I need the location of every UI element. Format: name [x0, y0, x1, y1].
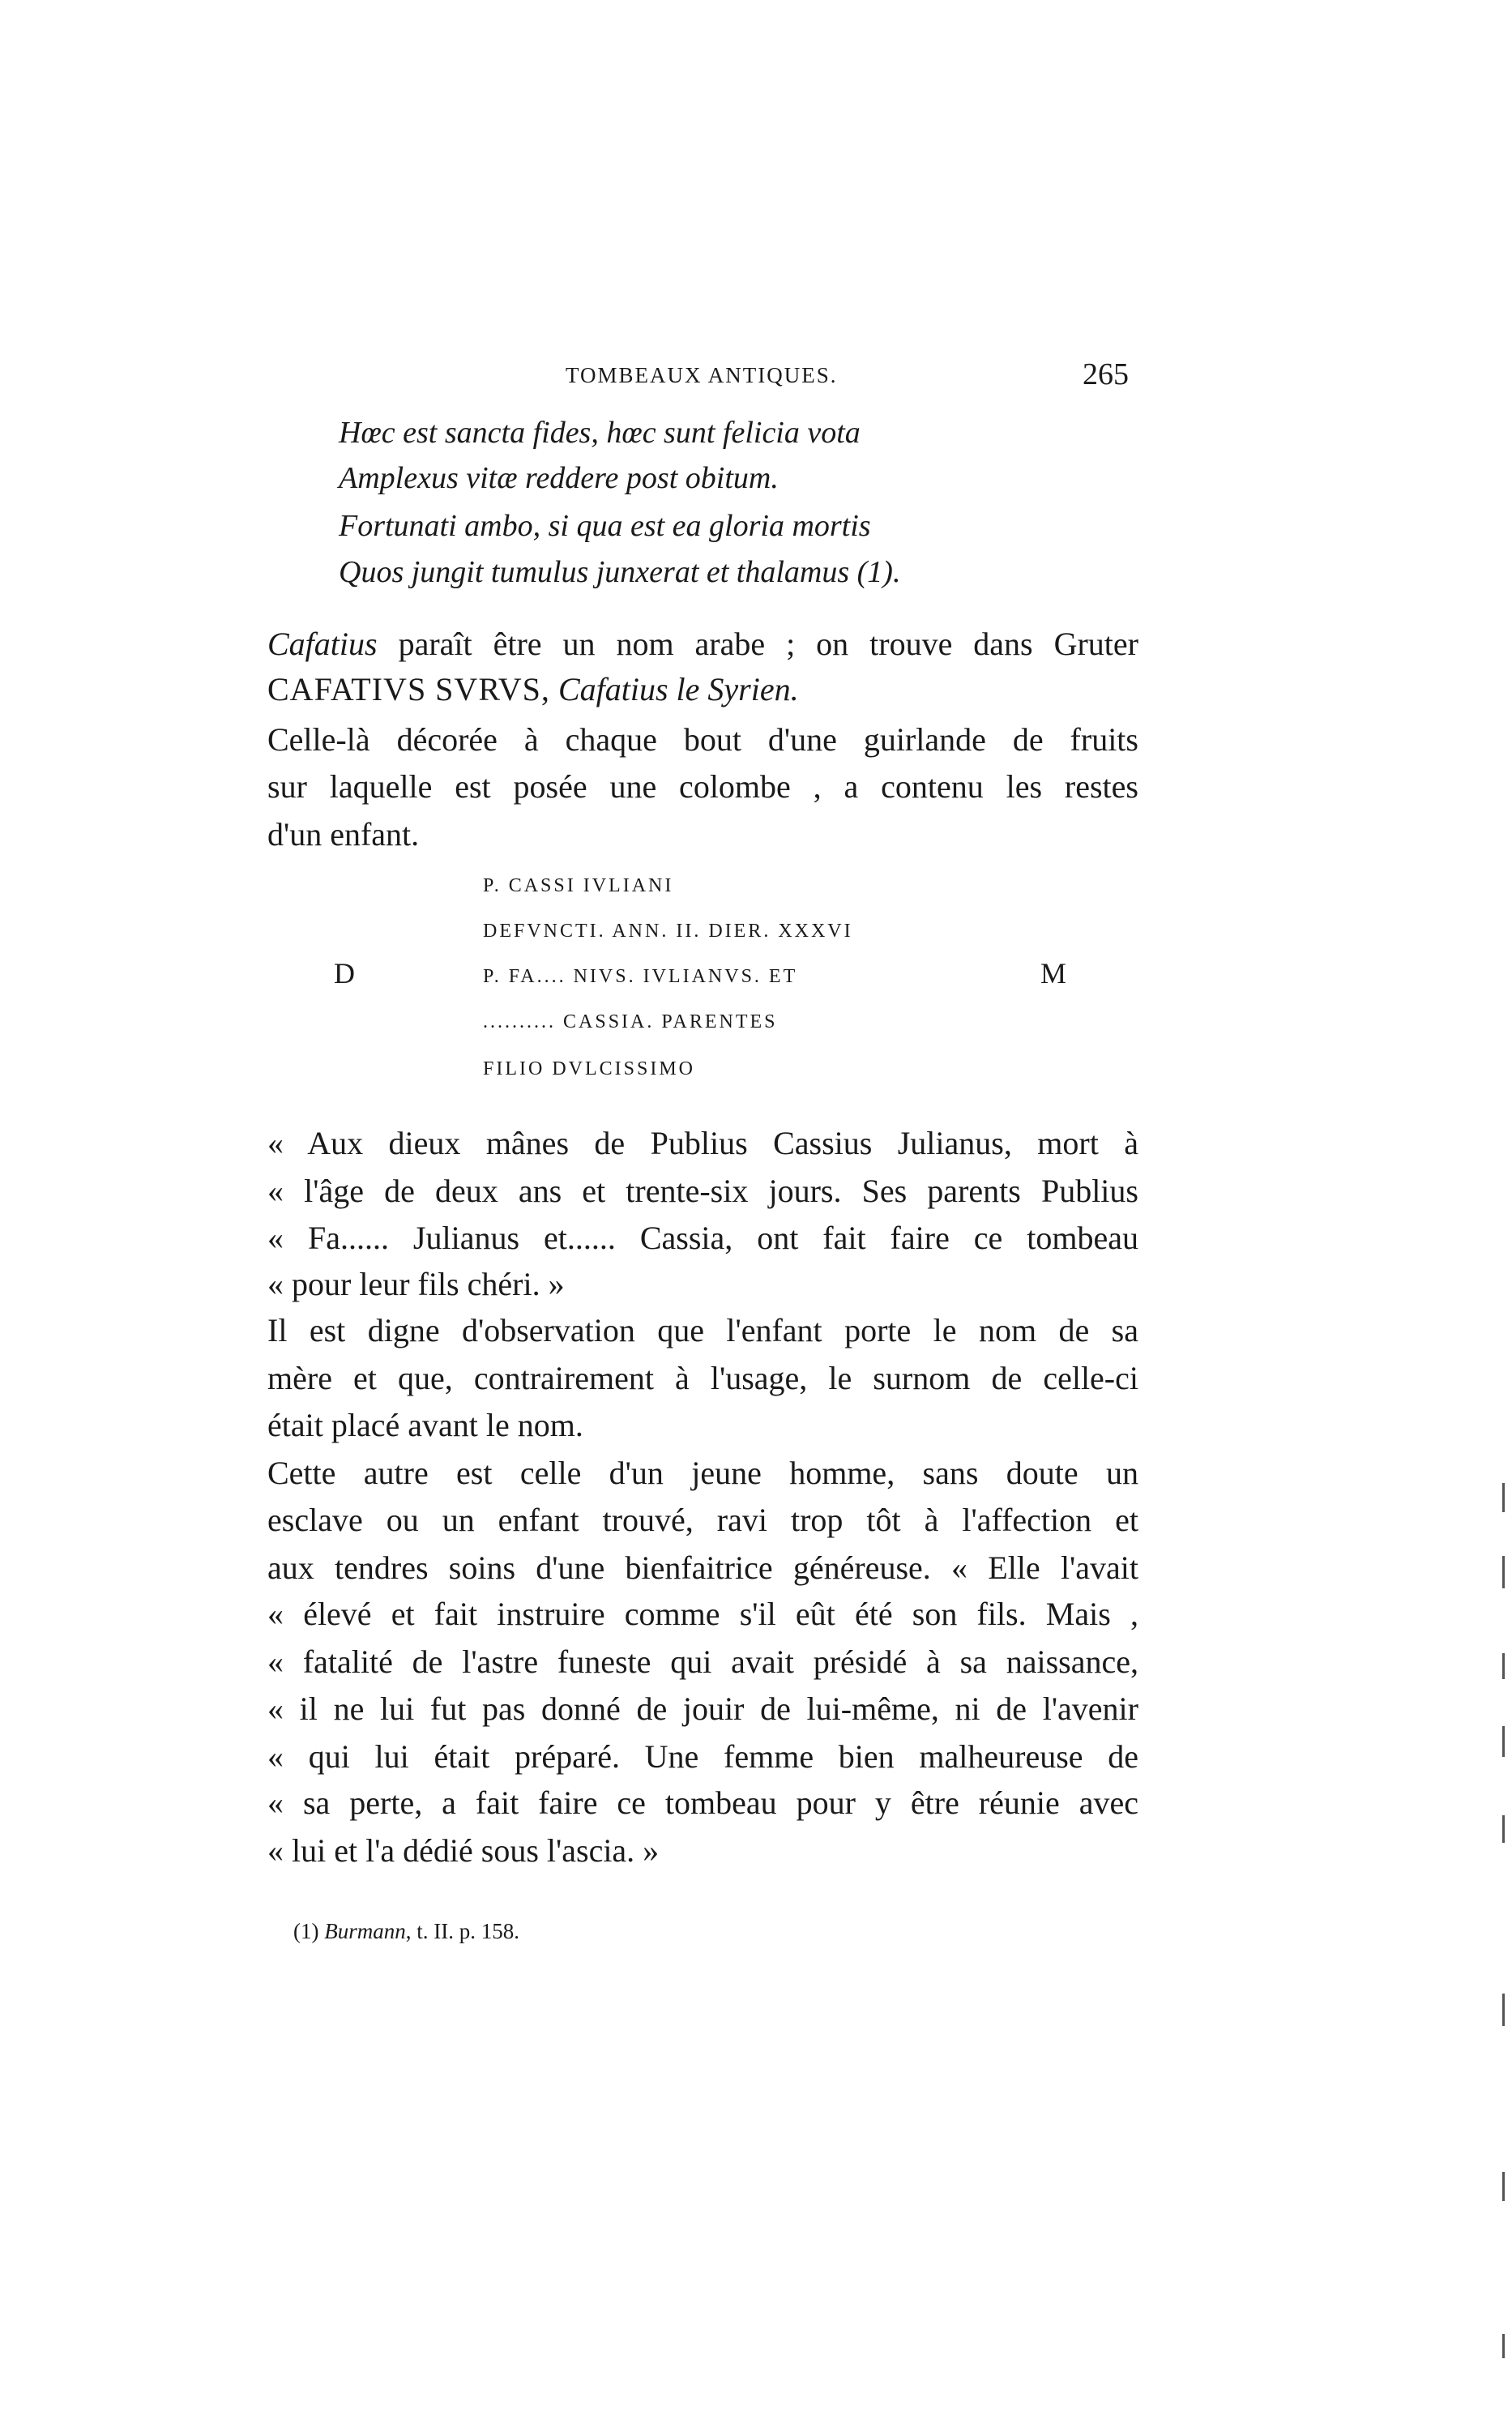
inscription-line: FILIO DVLCISSIMO — [483, 1058, 696, 1079]
verse-line: Fortunati ambo, si qua est ea gloria mortis — [339, 509, 871, 543]
verse-line: Hœc est sancta fides, hœc sunt felicia vota — [339, 416, 861, 450]
paragraph-line: sur laquelle est posée une colombe , a contenu les restes — [267, 768, 1138, 805]
paragraph-line: Cette autre est celle d'un jeune homme, sans doute un — [267, 1455, 1138, 1491]
scan-margin-mark — [1502, 1556, 1505, 1588]
footnote — [293, 1919, 519, 1944]
scan-margin-mark — [1502, 1994, 1505, 2026]
inscription-quote: CAFATIVS SVRVS, — [267, 671, 550, 707]
text-run: paraît être un nom arabe ; on trouve dans Gruter — [377, 626, 1138, 662]
paragraph-line: était placé avant le nom. — [267, 1407, 583, 1443]
verse-line: Quos jungit tumulus junxerat et thalamus (1). — [339, 555, 901, 589]
footnote-reference: , t. II. p. 158. — [405, 1919, 519, 1943]
inscription-line: P. FA.... NIVS. IVLIANVS. ET — [483, 966, 798, 987]
scan-margin-mark — [1502, 1815, 1505, 1843]
paragraph-line: « il ne lui fut pas donné de jouir de lui-même, ni de l'avenir — [267, 1690, 1138, 1727]
running-header: TOMBEAUX ANTIQUES. — [566, 363, 838, 387]
scan-margin-mark — [1502, 2172, 1505, 2201]
scan-margin-mark — [1502, 1483, 1505, 1512]
paragraph-line: esclave ou un enfant trouvé, ravi trop tôt à l'affection et — [267, 1502, 1138, 1538]
footnote-author: Burmann — [324, 1919, 406, 1943]
translation-line: « Aux dieux mânes de Publius Cassius Julianus, mort à — [267, 1125, 1138, 1161]
paragraph-line: Celle-là décorée à chaque bout d'une guirlande de fruits — [267, 721, 1138, 758]
page-number: 265 — [1083, 357, 1129, 391]
paragraph-line: « élevé et fait instruire comme s'il eût été son fils. Mais , — [267, 1596, 1138, 1632]
scan-margin-mark — [1502, 1653, 1505, 1679]
italic-translation: Cafatius le Syrien. — [549, 671, 799, 707]
paragraph-line: « fatalité de l'astre funeste qui avait présidé à sa naissance, — [267, 1643, 1138, 1680]
paragraph-line — [267, 625, 1138, 663]
paragraph-line: « sa perte, a fait faire ce tombeau pour y être réunie avec — [267, 1784, 1138, 1821]
translation-line: « l'âge de deux ans et trente-six jours. Ses parents Publius — [267, 1173, 1138, 1209]
scan-margin-mark — [1502, 1726, 1505, 1757]
inscription-dis-letter: D — [334, 957, 355, 989]
verse-line: Amplexus vitæ reddere post obitum. — [339, 461, 779, 495]
footnote-marker: (1) — [293, 1919, 325, 1943]
scan-margin-mark — [1502, 2334, 1505, 2358]
italic-name: Cafatius — [267, 626, 378, 662]
inscription-line: P. CASSI IVLIANI — [483, 875, 674, 896]
inscription-line: .......... CASSIA. PARENTES — [483, 1011, 778, 1032]
paragraph-line: d'un enfant. — [267, 816, 420, 853]
inscription-manibus-letter: M — [1040, 957, 1067, 989]
paragraph-line: mère et que, contrairement à l'usage, le surnom de celle-ci — [267, 1360, 1138, 1396]
translation-line: « pour leur fils chéri. » — [267, 1266, 565, 1302]
paragraph-line: « lui et l'a dédié sous l'ascia. » — [267, 1832, 660, 1869]
translation-line: « Fa...... Julianus et...... Cassia, ont fait faire ce tombeau — [267, 1220, 1138, 1256]
inscription-line: DEFVNCTI. ANN. II. DIER. XXXVI — [483, 921, 853, 942]
paragraph-line: Il est digne d'observation que l'enfant porte le nom de sa — [267, 1312, 1138, 1348]
paragraph-line: aux tendres soins d'une bienfaitrice généreuse. « Elle l'avait — [267, 1549, 1138, 1586]
paragraph-line — [267, 670, 799, 708]
paragraph-line: « qui lui était préparé. Une femme bien malheureuse de — [267, 1738, 1138, 1775]
